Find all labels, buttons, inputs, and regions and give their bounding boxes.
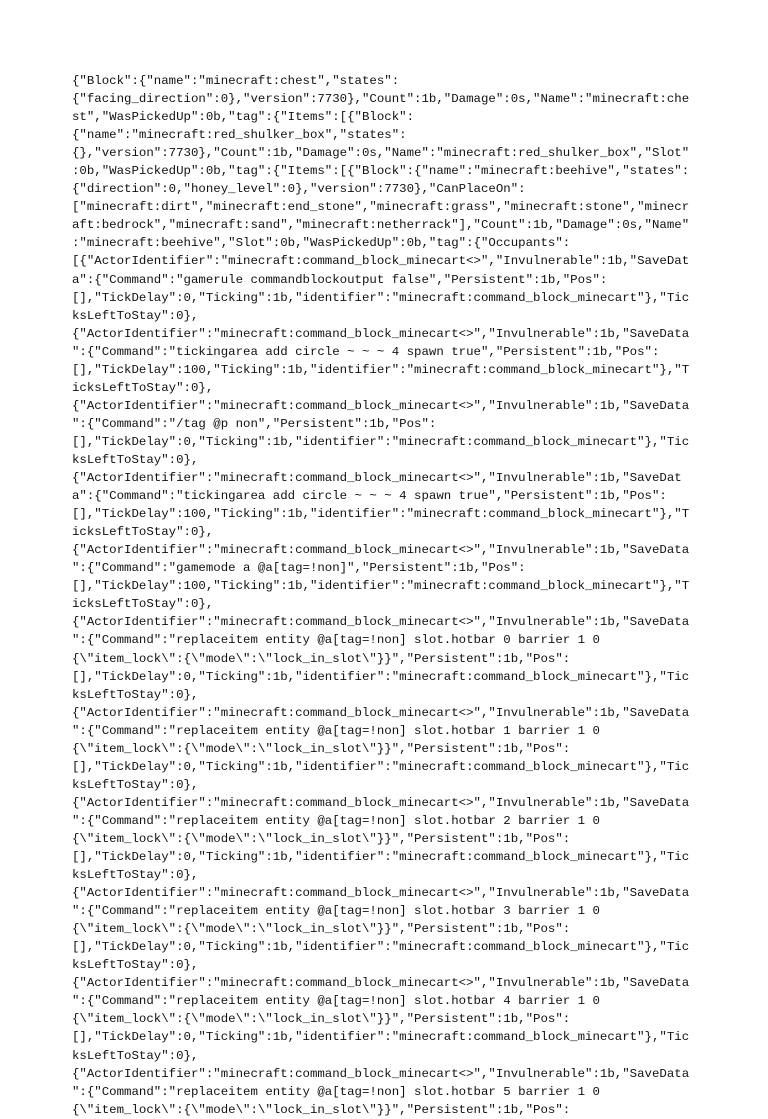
text-line: icksLeftToStay":0}, <box>72 597 214 612</box>
text-line: {"ActorIdentifier":"minecraft:command_block_minecart<>","Invulnerable":1b,"SaveData <box>72 886 690 901</box>
text-line: {"ActorIdentifier":"minecraft:command_block_minecart<>","Invulnerable":1b,"SaveData <box>72 326 690 341</box>
text-line: ["minecraft:dirt","minecraft:end_stone","minecraft:grass","minecraft:stone","minecr <box>72 200 690 215</box>
text-line: {\"item_lock\":{\"mode\":\"lock_in_slot\"}}","Persistent":1b,"Pos": <box>72 922 571 937</box>
text-line: ":{"Command":"replaceitem entity @a[tag=!non] slot.hotbar 4 barrier 1 0 <box>72 994 600 1009</box>
text-line: ksLeftToStay":0}, <box>72 452 199 467</box>
text-line: [],"TickDelay":100,"Ticking":1b,"identifier":"minecraft:command_block_minecart"},"T <box>72 362 690 377</box>
text-line: {\"item_lock\":{\"mode\":\"lock_in_slot\"}}","Persistent":1b,"Pos": <box>72 651 571 666</box>
text-line: ":{"Command":"replaceitem entity @a[tag=!non] slot.hotbar 5 barrier 1 0 <box>72 1084 600 1099</box>
text-line: ksLeftToStay":0}, <box>72 308 199 323</box>
text-line: {"ActorIdentifier":"minecraft:command_block_minecart<>","Invulnerable":1b,"SaveData <box>72 398 690 413</box>
text-line: {"ActorIdentifier":"minecraft:command_block_minecart<>","Invulnerable":1b,"SaveDat <box>72 471 682 486</box>
text-line: ":{"Command":"/tag @p non","Persistent":1b,"Pos": <box>72 416 437 431</box>
text-line: [],"TickDelay":0,"Ticking":1b,"identifier":"minecraft:command_block_minecart"},"Tic <box>72 1030 690 1045</box>
text-line: st","WasPickedUp":0b,"tag":{"Items":[{"Block": <box>72 110 415 125</box>
text-line: [],"TickDelay":0,"Ticking":1b,"identifier":"minecraft:command_block_minecart"},"Tic <box>72 669 690 684</box>
text-line: icksLeftToStay":0}, <box>72 380 214 395</box>
text-line: ":{"Command":"replaceitem entity @a[tag=!non] slot.hotbar 3 barrier 1 0 <box>72 904 600 919</box>
text-line: ksLeftToStay":0}, <box>72 958 199 973</box>
text-line: {"ActorIdentifier":"minecraft:command_block_minecart<>","Invulnerable":1b,"SaveData <box>72 795 690 810</box>
text-line: {\"item_lock\":{\"mode\":\"lock_in_slot\"}}","Persistent":1b,"Pos": <box>72 741 571 756</box>
text-line: ksLeftToStay":0}, <box>72 1048 199 1063</box>
text-line: ":{"Command":"replaceitem entity @a[tag=!non] slot.hotbar 1 barrier 1 0 <box>72 723 600 738</box>
text-line: ":{"Command":"tickingarea add circle ~ ~ ~ 4 spawn true","Persistent":1b,"Pos": <box>72 344 660 359</box>
text-line: [],"TickDelay":100,"Ticking":1b,"identifier":"minecraft:command_block_minecart"},"T <box>72 579 690 594</box>
text-line: [],"TickDelay":0,"Ticking":1b,"identifier":"minecraft:command_block_minecart"},"Tic <box>72 290 690 305</box>
text-line: [{"ActorIdentifier":"minecraft:command_block_minecart<>","Invulnerable":1b,"SaveDat <box>72 254 690 269</box>
text-line: {"ActorIdentifier":"minecraft:command_block_minecart<>","Invulnerable":1b,"SaveData <box>72 543 690 558</box>
text-line: {"facing_direction":0},"version":7730},"Count":1b,"Damage":0s,"Name":"minecraft:che <box>72 92 690 107</box>
text-line: icksLeftToStay":0}, <box>72 525 214 540</box>
text-line: a":{"Command":"tickingarea add circle ~ ~ ~ 4 spawn true","Persistent":1b,"Pos": <box>72 489 667 504</box>
text-line: ":{"Command":"replaceitem entity @a[tag=!non] slot.hotbar 0 barrier 1 0 <box>72 633 600 648</box>
text-line: {\"item_lock\":{\"mode\":\"lock_in_slot\"}}","Persistent":1b,"Pos": <box>72 1012 571 1027</box>
text-line: {"Block":{"name":"minecraft:chest","states": <box>72 74 400 88</box>
text-line: {"ActorIdentifier":"minecraft:command_block_minecart<>","Invulnerable":1b,"SaveData <box>72 1066 690 1081</box>
text-line: aft:bedrock","minecraft:sand","minecraft:netherrack"],"Count":1b,"Damage":0s,"Name" <box>72 218 690 233</box>
text-line: {"ActorIdentifier":"minecraft:command_block_minecart<>","Invulnerable":1b,"SaveData <box>72 705 690 720</box>
text-line: {"ActorIdentifier":"minecraft:command_block_minecart<>","Invulnerable":1b,"SaveData <box>72 976 690 991</box>
text-line: ksLeftToStay":0}, <box>72 777 199 792</box>
text-line: ksLeftToStay":0}, <box>72 868 199 883</box>
text-line: {},"version":7730},"Count":1b,"Damage":0s,"Name":"minecraft:red_shulker_box","Slot" <box>72 146 690 161</box>
text-line: [],"TickDelay":0,"Ticking":1b,"identifier":"minecraft:command_block_minecart"},"Tic <box>72 940 690 955</box>
text-line: {"direction":0,"honey_level":0},"version":7730},"CanPlaceOn": <box>72 182 526 197</box>
document-body <box>72 72 696 1119</box>
text-line: [],"TickDelay":0,"Ticking":1b,"identifier":"minecraft:command_block_minecart"},"Tic <box>72 434 690 449</box>
text-line: [],"TickDelay":0,"Ticking":1b,"identifier":"minecraft:command_block_minecart"},"Tic <box>72 759 690 774</box>
text-line: ":{"Command":"gamemode a @a[tag=!non]","Persistent":1b,"Pos": <box>72 561 526 576</box>
text-line: ":{"Command":"replaceitem entity @a[tag=!non] slot.hotbar 2 barrier 1 0 <box>72 813 600 828</box>
text-line: :"minecraft:beehive","Slot":0b,"WasPickedUp":0b,"tag":{"Occupants": <box>72 236 571 251</box>
text-line: {"name":"minecraft:red_shulker_box","states": <box>72 128 407 143</box>
text-line: ksLeftToStay":0}, <box>72 687 199 702</box>
text-line: [],"TickDelay":0,"Ticking":1b,"identifier":"minecraft:command_block_minecart"},"Tic <box>72 850 690 865</box>
text-line: :0b,"WasPickedUp":0b,"tag":{"Items":[{"Block":{"name":"minecraft:beehive","states": <box>72 164 690 179</box>
text-line: {\"item_lock\":{\"mode\":\"lock_in_slot\"}}","Persistent":1b,"Pos": <box>72 1102 571 1117</box>
text-line: {\"item_lock\":{\"mode\":\"lock_in_slot\"}}","Persistent":1b,"Pos": <box>72 831 571 846</box>
text-line: [],"TickDelay":100,"Ticking":1b,"identifier":"minecraft:command_block_minecart"},"T <box>72 507 690 522</box>
text-line: a":{"Command":"gamerule commandblockoutput false","Persistent":1b,"Pos": <box>72 272 608 287</box>
text-line: {"ActorIdentifier":"minecraft:command_block_minecart<>","Invulnerable":1b,"SaveData <box>72 615 690 630</box>
